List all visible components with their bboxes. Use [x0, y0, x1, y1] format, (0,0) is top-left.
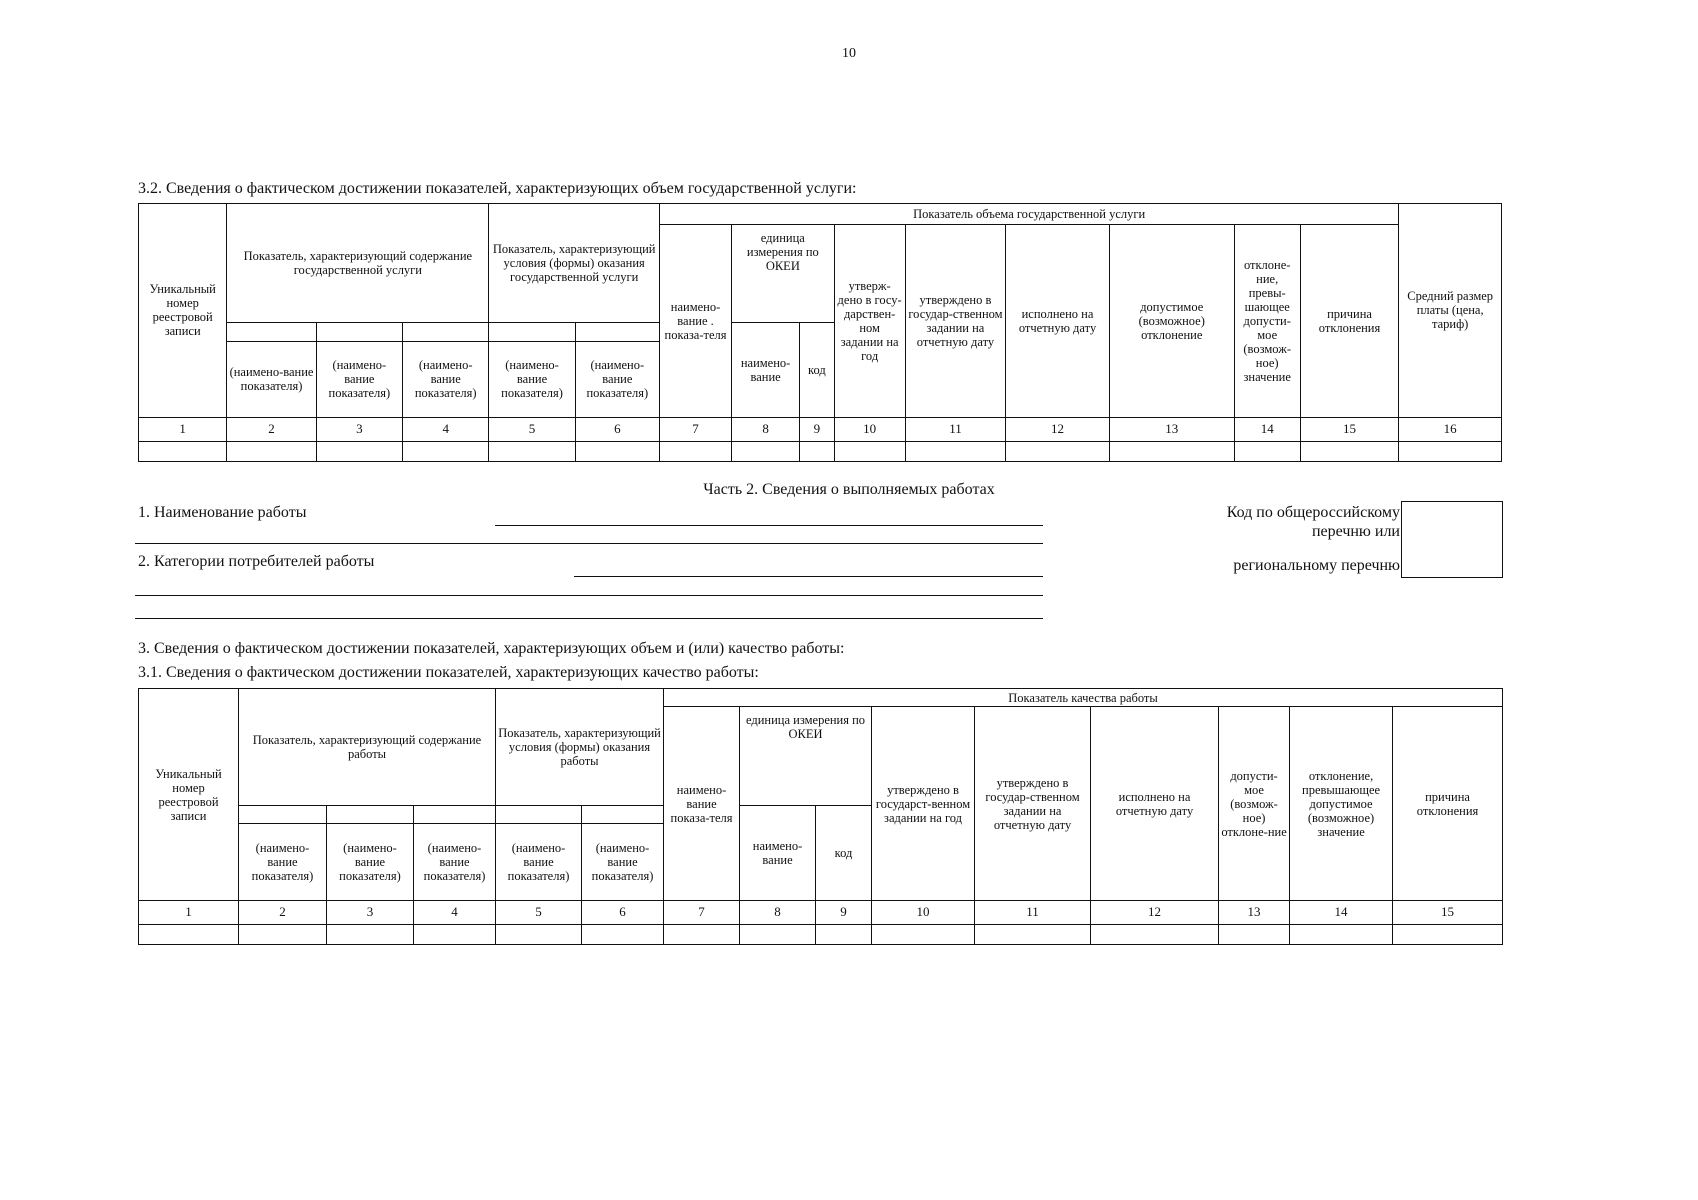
column-number-row [139, 901, 1503, 925]
header-unit-name: наимено-вание [732, 323, 800, 417]
column-number: 13 [1109, 417, 1234, 441]
subheader-indicator-name: (наимено-вание показателя) [489, 341, 575, 417]
code-input-box[interactable] [1401, 501, 1503, 578]
column-number: 11 [975, 901, 1091, 925]
consumer-categories-field-line-2[interactable] [135, 595, 1043, 596]
work-name-field-line-2[interactable] [135, 543, 1043, 544]
page-number: 10 [842, 46, 856, 61]
header-approved-year: утверж-дено в госу-дарствен-ном задании на год [834, 225, 905, 418]
header-unit-okei: единица измерения по ОКЕИ [732, 225, 835, 323]
empty-data-row [139, 441, 1502, 461]
subheader-indicator-name: (наимено-вание показателя) [227, 341, 316, 417]
subheader-indicator-name: (наимено-вание показателя) [239, 824, 327, 901]
column-number: 12 [1091, 901, 1219, 925]
column-number: 13 [1219, 901, 1290, 925]
header-unique-number: Уникальный номер реестровой записи [139, 689, 239, 901]
column-number: 2 [227, 417, 316, 441]
column-number: 8 [740, 901, 816, 925]
header-allowed-deviation: допусти-мое (возмож-ное) отклоне-ние [1219, 707, 1290, 901]
header-approved-date: утверждено в государ-ственном задании на отчетную дату [975, 707, 1091, 901]
header-allowed-deviation: допустимое (возможное) отклонение [1109, 225, 1234, 418]
header-unit-code: код [816, 806, 872, 901]
column-number: 8 [732, 417, 800, 441]
column-number: 3 [327, 901, 414, 925]
column-number: 9 [800, 417, 835, 441]
subheader-indicator-name: (наимено-вание показателя) [403, 341, 489, 417]
subheader-indicator-name: (наимено-вание показателя) [414, 824, 496, 901]
section-3-2-heading: 3.2. Сведения о фактическом достижении показателей, характеризующих объем государственной услуги: [138, 180, 857, 197]
code-label-line-2: перечню или [1311, 523, 1400, 540]
column-number: 12 [1006, 417, 1110, 441]
header-unique-number: Уникальный номер реестровой записи [139, 204, 227, 418]
subheader-indicator-name: (наимено-вание показателя) [327, 824, 414, 901]
subheader-indicator-name: (наимено-вание показателя) [575, 341, 659, 417]
header-indicator-name: наимено-вание показа-теля [664, 707, 740, 901]
consumer-categories-field-line-3[interactable] [135, 618, 1043, 619]
header-reason: причина отклонения [1393, 707, 1503, 901]
header-reason: причина отклонения [1300, 225, 1399, 418]
column-number: 6 [575, 417, 659, 441]
column-number: 15 [1300, 417, 1399, 441]
column-number: 6 [582, 901, 664, 925]
code-label-line-3: региональному перечню [1233, 557, 1400, 574]
column-number: 1 [139, 417, 227, 441]
subheader-indicator-name: (наимено-вание показателя) [316, 341, 402, 417]
column-number: 7 [659, 417, 731, 441]
header-approved-year: утверждено в государст-венном задании на год [872, 707, 975, 901]
header-unit-code: код [800, 323, 835, 417]
header-quality-indicator: Показатель качества работы [664, 689, 1503, 707]
work-name-label: 1. Наименование работы [138, 504, 307, 521]
empty-data-row [139, 925, 1503, 945]
column-number: 4 [414, 901, 496, 925]
column-number: 1 [139, 901, 239, 925]
column-number: 5 [496, 901, 582, 925]
header-done: исполнено на отчетную дату [1091, 707, 1219, 901]
header-conditions-indicator: Показатель, характеризующий условия (формы) оказания работы [496, 689, 664, 806]
column-number-row [139, 417, 1502, 441]
column-number: 9 [816, 901, 872, 925]
part-2-title: Часть 2. Сведения о выполняемых работах [703, 481, 995, 498]
header-approved-date: утверждено в государ-ственном задании на отчетную дату [905, 225, 1006, 418]
section-3-1-heading: 3.1. Сведения о фактическом достижении показателей, характеризующих качество работы: [138, 664, 759, 681]
volume-indicators-table [138, 203, 1502, 462]
header-unit-okei: единица измерения по ОКЕИ [740, 707, 872, 806]
column-number: 2 [239, 901, 327, 925]
header-unit-name: наимено-вание [740, 806, 816, 901]
header-done: исполнено на отчетную дату [1006, 225, 1110, 418]
section-3-heading: 3. Сведения о фактическом достижении показателей, характеризующих объем и (или) качество работы: [138, 640, 845, 657]
column-number: 10 [834, 417, 905, 441]
consumer-categories-field-line[interactable] [574, 576, 1043, 577]
header-exceeding-deviation: отклоне-ние, превы-шающее допусти-мое (возмож-ное) значение [1234, 225, 1300, 418]
header-content-indicator: Показатель, характеризующий содержание работы [239, 689, 496, 806]
header-average-price: Средний размер платы (цена, тариф) [1399, 204, 1502, 418]
consumer-categories-label: 2. Категории потребителей работы [138, 553, 375, 570]
column-number: 10 [872, 901, 975, 925]
column-number: 15 [1393, 901, 1503, 925]
column-number: 7 [664, 901, 740, 925]
header-indicator-name: наимено-вание . показа-теля [659, 225, 731, 418]
header-conditions-indicator: Показатель, характеризующий условия (формы) оказания государственной услуги [489, 204, 660, 323]
header-exceeding-deviation: отклонение, превышающее допустимое (возможное) значение [1290, 707, 1393, 901]
column-number: 14 [1234, 417, 1300, 441]
work-name-field-line[interactable] [495, 525, 1043, 526]
column-number: 5 [489, 417, 575, 441]
column-number: 11 [905, 417, 1006, 441]
header-volume-indicator: Показатель объема государственной услуги [659, 204, 1398, 225]
header-content-indicator: Показатель, характеризующий содержание государственной услуги [227, 204, 489, 323]
column-number: 3 [316, 417, 402, 441]
column-number: 4 [403, 417, 489, 441]
column-number: 14 [1290, 901, 1393, 925]
quality-indicators-table [138, 688, 1503, 945]
subheader-indicator-name: (наимено-вание показателя) [582, 824, 664, 901]
column-number: 16 [1399, 417, 1502, 441]
code-label-line-1: Код по общероссийскому [1226, 504, 1400, 521]
subheader-indicator-name: (наимено-вание показателя) [496, 824, 582, 901]
